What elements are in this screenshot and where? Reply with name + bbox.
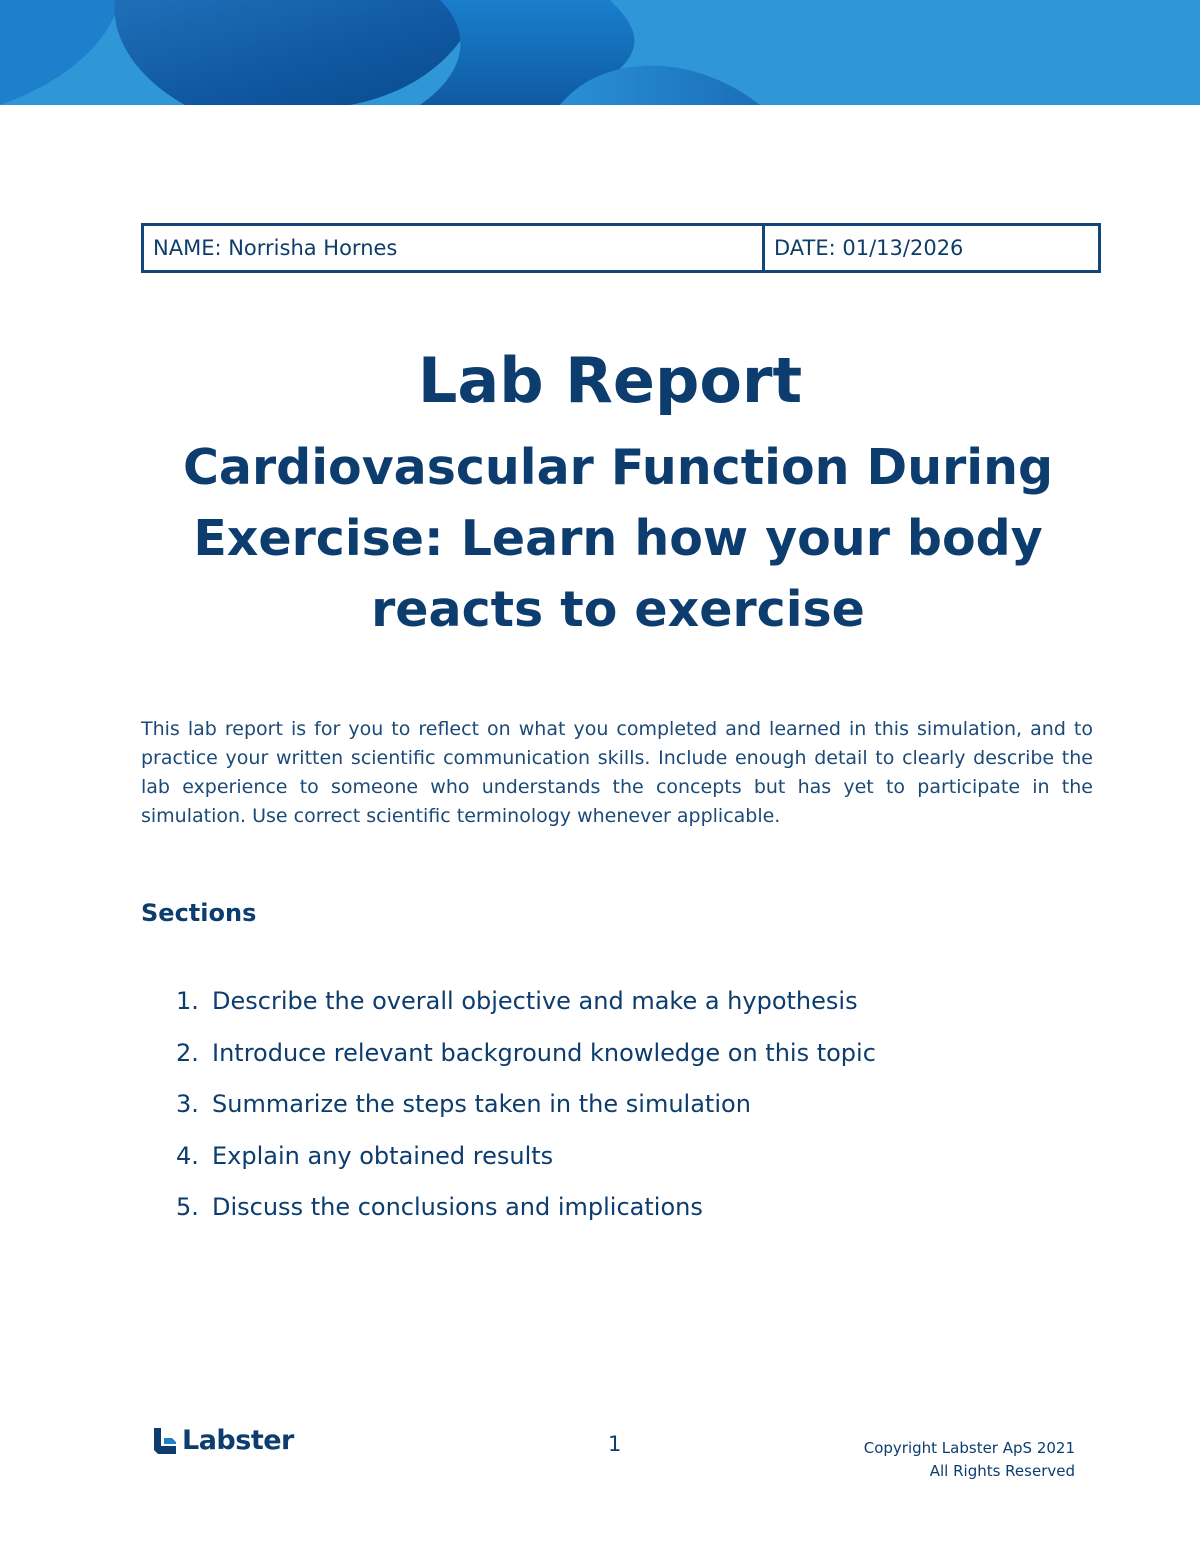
list-item-text: Introduce relevant background knowledge on this topic bbox=[212, 1038, 876, 1067]
list-item-number: 2. bbox=[176, 1038, 199, 1067]
labster-logo-icon bbox=[152, 1426, 178, 1456]
list-item-text: Summarize the steps taken in the simulation bbox=[212, 1090, 751, 1118]
copyright-notice bbox=[864, 1437, 1075, 1483]
labster-logo bbox=[152, 1425, 294, 1456]
list-item-text: Describe the overall objective and make a hypothesis bbox=[212, 987, 858, 1015]
list-item-number: 3. bbox=[176, 1090, 199, 1118]
page-subtitle: Cardiovascular Function During Exercise: Learn how your body reacts to exercise bbox=[182, 439, 1054, 638]
sections-heading: Sections bbox=[141, 899, 257, 927]
list-item bbox=[176, 1035, 876, 1087]
student-info-table bbox=[141, 223, 1101, 273]
copyright-line: Copyright Labster ApS 2021 bbox=[863, 1439, 1075, 1457]
list-item-text: Explain any obtained results bbox=[212, 1141, 554, 1170]
header-banner bbox=[0, 0, 1200, 105]
list-item bbox=[176, 1086, 876, 1138]
intro-paragraph: This lab report is for you to reflect on what you completed and learned in this simulation, and to practice your written scientific communication skills. Include enough detail to clearly describe the lab experience to someone who understands the concepts but has yet to participate in the simulation. Use correct scientific terminology whenever applicable. bbox=[141, 718, 1093, 827]
rights-line: All Rights Reserved bbox=[929, 1462, 1075, 1480]
banner-decoration bbox=[0, 0, 1200, 105]
sections-list bbox=[176, 983, 876, 1241]
list-item-number: 1. bbox=[176, 987, 199, 1015]
date-field: DATE: 01/13/2026 bbox=[774, 236, 964, 260]
list-item bbox=[176, 1138, 876, 1190]
list-item bbox=[176, 1189, 876, 1241]
list-item-number: 5. bbox=[176, 1193, 199, 1221]
page-title: Lab Report bbox=[417, 344, 803, 417]
list-item-number: 4. bbox=[176, 1141, 199, 1170]
list-item bbox=[176, 983, 876, 1035]
page-number: 1 bbox=[608, 1432, 622, 1456]
list-item-text: Discuss the conclusions and implications bbox=[212, 1193, 703, 1221]
labster-logo-text: Labster bbox=[182, 1425, 294, 1456]
name-field: NAME: Norrisha Hornes bbox=[144, 226, 765, 270]
